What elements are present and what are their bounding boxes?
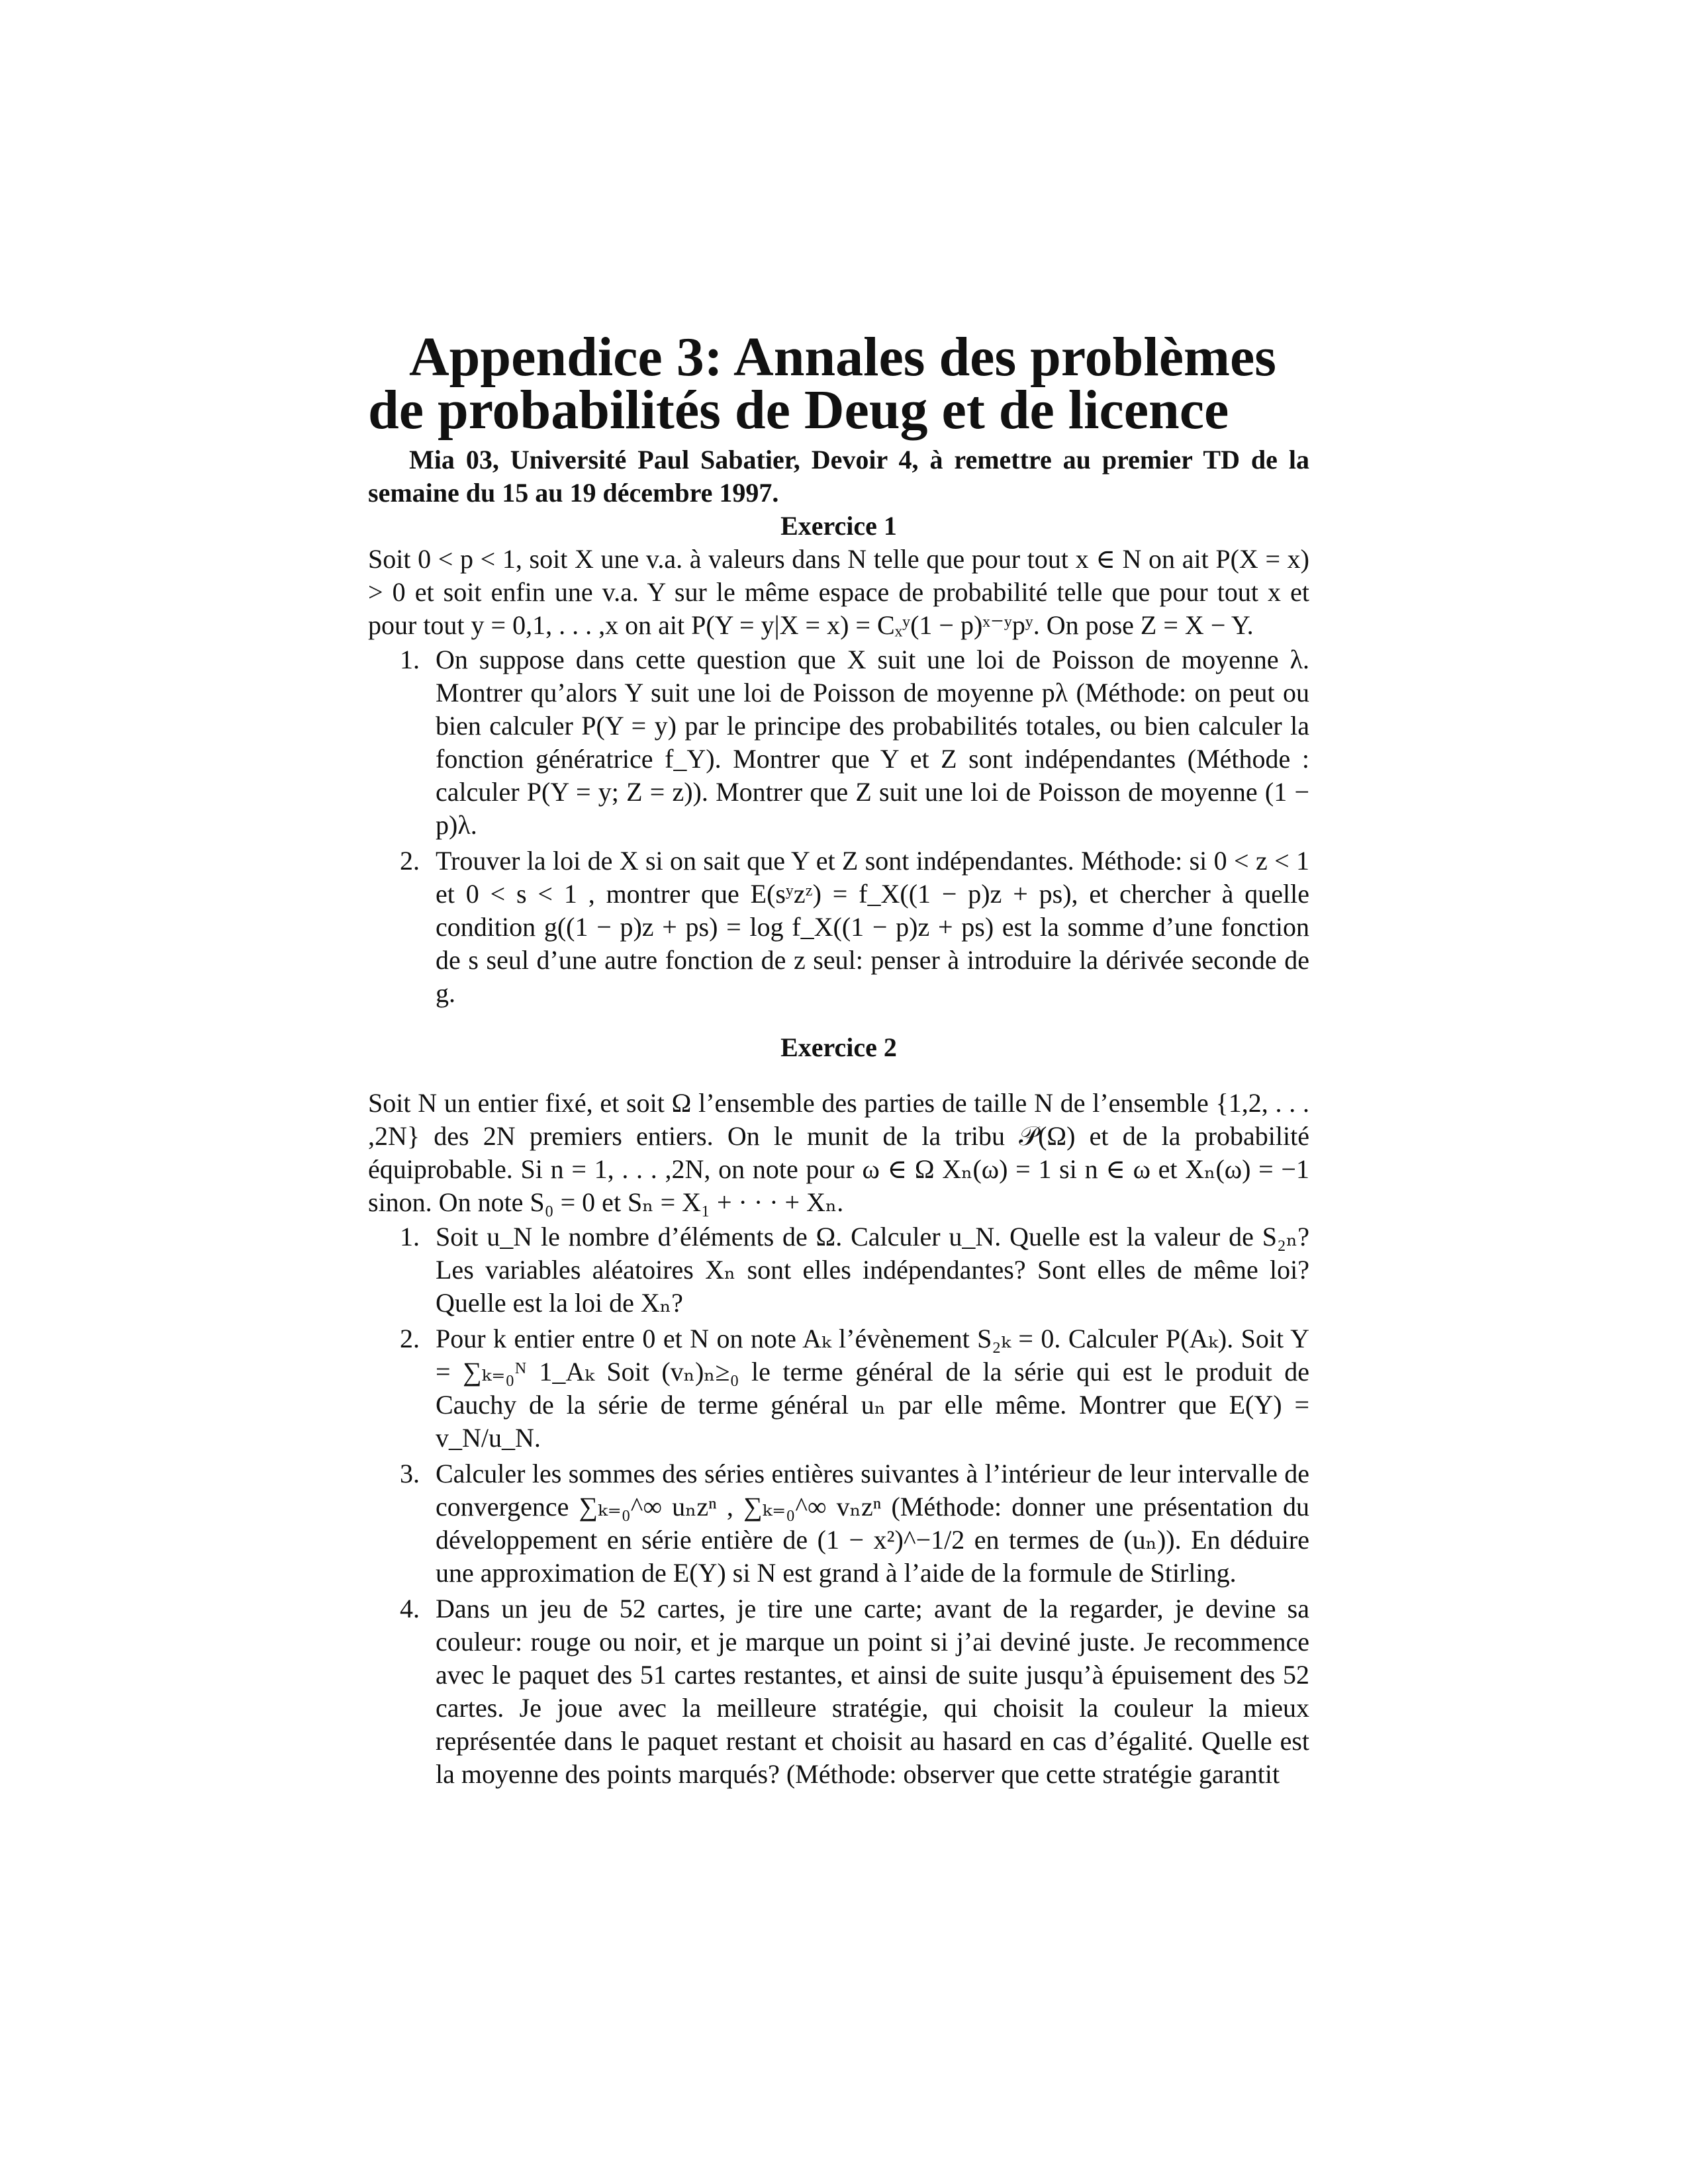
exercise-1-questions: [368, 643, 1309, 1010]
question-text: Calculer les sommes des séries entières suivantes à l’intérieur de leur intervalle de convergence ∑ₖ₌₀^∞ uₙzⁿ , ∑ₖ₌₀^∞ vₙzⁿ (Méthode: donner une présentation du développement en série entière de (1 − x²)^−1/2 en termes de (uₙ)). En déduire une approximation de E(Y) si N est grand à l’aide de la formule de Stirling.: [436, 1459, 1309, 1588]
question-text: Trouver la loi de X si on sait que Y et Z sont indépendantes. Méthode: si 0 < z < 1 et 0 < s < 1 , montrer que E(sʸzᶻ) = f_X((1 − p)z + ps), et chercher à quelle condition g((1 − p)z + ps) = log f_X((1 − p)z + ps) est la somme d’une fonction de s seul d’une autre fonction de z seul: penser à introduire la dérivée seconde de g.: [436, 846, 1309, 1008]
title-line-1: Appendice 3: Annales des problèmes: [409, 326, 1276, 388]
exercise-1-question-2: [368, 844, 1309, 1010]
question-text: Pour k entier entre 0 et N on note Aₖ l’évènement S₂ₖ = 0. Calculer P(Aₖ). Soit Y = ∑ₖ₌₀ᴺ 1_Aₖ Soit (vₙ)ₙ≥₀ le terme général de la série qui est le produit de Cauchy de la série de terme général uₙ par elle même. Montrer que E(Y) = v_N/u_N.: [436, 1324, 1309, 1453]
question-number: 1.: [400, 645, 420, 674]
question-text: Dans un jeu de 52 cartes, je tire une carte; avant de la regarder, je devine sa couleur: rouge ou noir, et je marque un point si j’ai deviné juste. Je recommence avec le paquet des 51 cartes restantes, et ainsi de suite jusqu’à épuisement des 52 cartes. Je joue avec la meilleure stratégie, qui choisit la couleur la mieux représentée dans le paquet restant et choisit au hasard en cas d’égalité. Quelle est la moyenne des points marqués? (Méthode: observer que cette stratégie garantit: [436, 1594, 1309, 1789]
document-page: [368, 326, 1309, 1794]
question-number: 2.: [400, 1324, 420, 1353]
exercise-1-question-1: [368, 643, 1309, 842]
question-number: 3.: [400, 1459, 420, 1488]
page-title: [368, 326, 1309, 441]
exercise-2-heading: Exercice 2: [780, 1032, 897, 1062]
question-number: 2.: [400, 846, 420, 876]
exercise-2-question-4: [368, 1592, 1309, 1791]
exercise-1: [368, 510, 1309, 1010]
exercise-1-intro: Soit 0 < p < 1, soit X une v.a. à valeurs dans N telle que pour tout x ∈ N on ait P(X = x) > 0 et soit enfin une v.a. Y sur le même espace de probabilité telle que pour tout x et pour tout y = 0,1, . . . ,x on ait P(Y = y|X = x) = Cₓʸ(1 − p)ˣ⁻ʸpʸ. On pose Z = X − Y.: [368, 544, 1309, 640]
exercise-2-question-1: [368, 1220, 1309, 1320]
question-text: Soit u_N le nombre d’éléments de Ω. Calculer u_N. Quelle est la valeur de S₂ₙ? Les variables aléatoires Xₙ sont elles indépendantes? Sont elles de même loi? Quelle est la loi de Xₙ?: [436, 1222, 1309, 1318]
exercise-2-question-3: [368, 1457, 1309, 1590]
question-number: 4.: [400, 1594, 420, 1623]
question-number: 1.: [400, 1222, 420, 1251]
exercise-2-intro: Soit N un entier fixé, et soit Ω l’ensemble des parties de taille N de l’ensemble {1,2, . . . ,2N} des 2N premiers entiers. On le munit de la tribu 𝒫(Ω) et de la probabilité équiprobable. Si n = 1, . . . ,2N, on note pour ω ∈ Ω Xₙ(ω) = 1 si n ∈ ω et Xₙ(ω) = −1 sinon. On note S₀ = 0 et Sₙ = X₁ + · · · + Xₙ.: [368, 1088, 1309, 1217]
exercise-1-heading: Exercice 1: [780, 511, 897, 541]
exercise-2: [368, 1031, 1309, 1791]
title-line-2: de probabilités de Deug et de licence: [368, 379, 1229, 441]
exercise-2-question-2: [368, 1322, 1309, 1455]
question-text: On suppose dans cette question que X suit une loi de Poisson de moyenne λ. Montrer qu’alors Y suit une loi de Poisson de moyenne pλ (Méthode: on peut ou bien calculer P(Y = y) par le principe des probabilités totales, ou bien calculer la fonction génératrice f_Y). Montrer que Y et Z sont indépendantes (Méthode : calculer P(Y = y; Z = z)). Montrer que Z suit une loi de Poisson de moyenne (1 − p)λ.: [436, 645, 1309, 840]
assignment-header: Mia 03, Université Paul Sabatier, Devoir 4, à remettre au premier TD de la semaine du 15 au 19 décembre 1997.: [368, 445, 1309, 508]
exercise-2-questions: [368, 1220, 1309, 1791]
